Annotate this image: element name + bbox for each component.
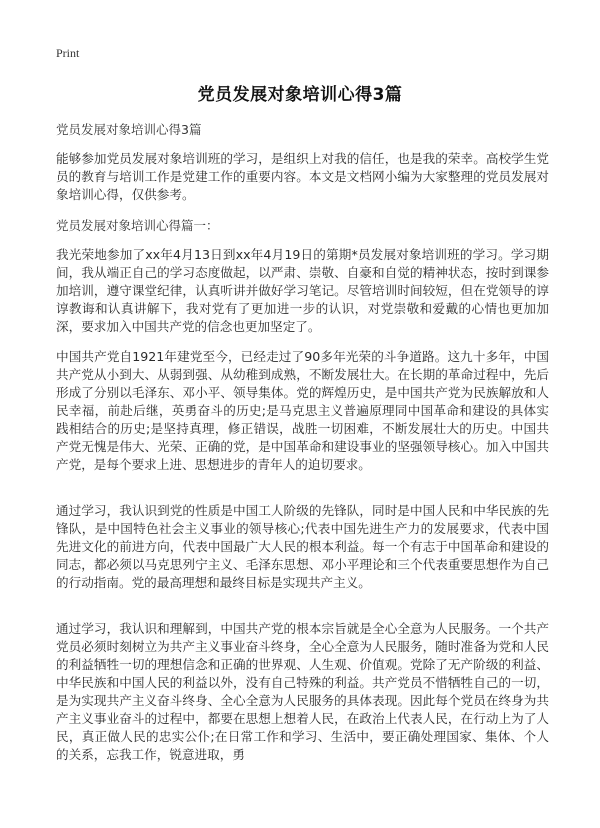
intro-paragraph: 能够参加党员发展对象培训班的学习，是组织上对我的信任，也是我的荣幸。高校学生党员的教育与培训工作是党建工作的重要内容。本文是文档网小编为大家整理的党员发展对象培训心得，仅供参考。 bbox=[56, 151, 549, 202]
print-label: Print bbox=[56, 46, 80, 60]
body-paragraph-4: 通过学习，我认识和理解到，中国共产党的根本宗旨就是全心全意为人民服务。一个共产党员必须时刻树立为共产主义事业奋斗终身，全心全意为人民服务，随时准备为党和人民的利益牺牲一切的理想信念和正确的世界观、人生观、价值观。党除了无产阶级的利益、中华民族和中国人民的利益以外，没有自己特殊的利益。共产党员不惜牺牲自己的一切，是为实现共产主义奋斗终身、全心全意为人民服务的具体表现。因此每个党员在终身为共产主义事业奋斗的过程中，都要在思想上想着人民，在政治上代表人民，在行动上为了人民，真正做人民的忠实公仆;在日常工作和学习、生活中，要正确处理国家、集体、个人的关系，忘我工作，锐意进取，勇 bbox=[56, 621, 549, 762]
body-paragraph-2: 中国共产党自1921年建党至今，已经走过了90多年光荣的斗争道路。这九十多年，中国共产党从小到大、从弱到强、从幼稚到成熟，不断发展壮大。在长期的革命过程中，先后形成了分别以毛泽东、邓小平、领导集体。党的辉煌历史，是中国共产党为民族解放和人民幸福，前赴后继，英勇奋斗的历史;是马克思主义普遍原理同中国革命和建设的具体实践相结合的历史;是坚持真理，修正错误，战胜一切困难，不断发展壮大的历史。中国共产党无愧是伟大、光荣、正确的党，是中国革命和建设事业的坚强领导核心。加入中国共产党，是每个要求上进、思想进步的青年人的迫切要求。 bbox=[56, 349, 549, 472]
document-subtitle: 党员发展对象培训心得3篇 bbox=[56, 122, 202, 137]
body-paragraph-3: 通过学习，我认识到党的性质是中国工人阶级的先锋队，同时是中国人民和中华民族的先锋队，是中国特色社会主义事业的领导核心;代表中国先进生产力的发展要求，代表中国先进文化的前进方向，代表中国最广大人民的根本利益。每一个有志于中国革命和建设的同志，都必须以马克思列宁主义、毛泽东思想、邓小平理论和三个代表重要思想作为自己的行动指南。党的最高理想和最终目标是实现共产主义。 bbox=[56, 503, 549, 590]
body-paragraph-1: 我光荣地参加了xx年4月13日到xx年4月19日的第期*员发展对象培训班的学习。学习期间，我从端正自己的学习态度做起，以严肃、崇敬、自豪和自觉的精神状态，按时到课参加培训，遵守课堂纪律，认真听讲并做好学习笔记。尽管培训时间较短，但在党领导的谆谆教诲和认真讲解下，我对党有了更加进一步的认识，对党崇敬和爱戴的心情也更加加深，要求加入中国共产党的信念也更加坚定了。 bbox=[56, 247, 549, 334]
section-heading: 党员发展对象培训心得篇一： bbox=[56, 218, 219, 233]
page-title: 党员发展对象培训心得3篇 bbox=[197, 85, 403, 105]
